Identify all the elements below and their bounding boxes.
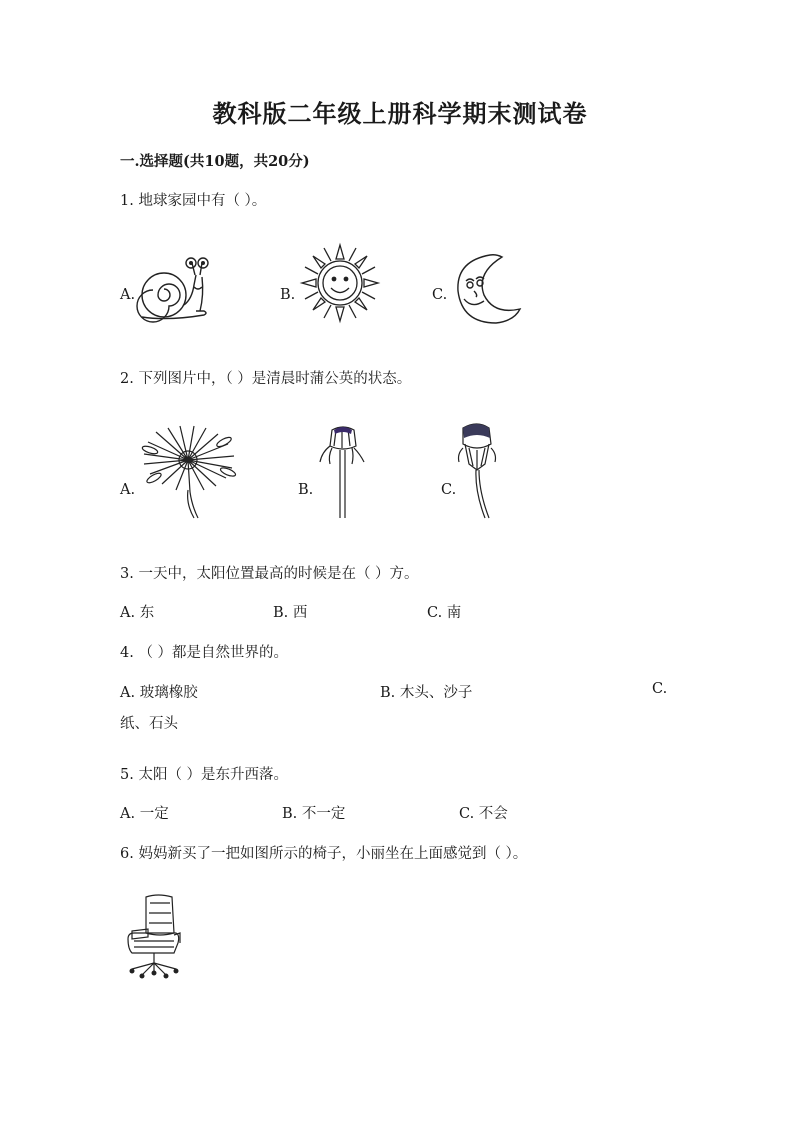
question-2-stem: 2. 下列图片中，（ ）是清晨时蒲公英的状态。 bbox=[120, 371, 412, 387]
question-1-stem: 1. 地球家园中有（ ）。 bbox=[120, 193, 267, 209]
question-2-option-b: B. bbox=[298, 482, 314, 498]
question-1-option-b: B. bbox=[280, 287, 296, 303]
question-5-option-a: A. 一定 bbox=[120, 806, 169, 822]
question-5-option-c: C. 不会 bbox=[459, 806, 508, 822]
question-2-option-c: C. bbox=[441, 482, 457, 498]
question-4-option-c-text: 纸、石头 bbox=[120, 716, 178, 732]
question-5-option-b: B. 不一定 bbox=[282, 806, 346, 822]
moon-icon bbox=[450, 251, 522, 327]
question-1-option-c: C. bbox=[432, 287, 448, 303]
question-5-stem: 5. 太阳（ ）是东升西落。 bbox=[120, 767, 289, 783]
question-3-option-a: A. 东 bbox=[120, 605, 155, 621]
question-4-stem: 4. （ ）都是自然世界的。 bbox=[120, 645, 289, 661]
question-3-stem: 3. 一天中，太阳位置最高的时候是在（ ）方。 bbox=[120, 566, 419, 582]
question-2-option-a: A. bbox=[120, 482, 136, 498]
dandelion-bud-icon bbox=[455, 422, 499, 520]
snail-icon bbox=[138, 255, 212, 323]
office-chair-icon bbox=[124, 893, 184, 979]
question-3-option-b: B. 西 bbox=[273, 605, 308, 621]
question-4-option-a: A. 玻璃橡胶 bbox=[120, 685, 198, 701]
question-6-stem: 6. 妈妈新买了一把如图所示的椅子，小丽坐在上面感觉到（ ）。 bbox=[120, 846, 528, 862]
question-4-option-b: B. 木头、沙子 bbox=[380, 685, 473, 701]
dandelion-closed-icon bbox=[318, 424, 368, 520]
section-heading: 一.选择题(共10题，共20分) bbox=[120, 153, 310, 170]
question-1-option-a: A. bbox=[120, 287, 136, 303]
question-3-option-c: C. 南 bbox=[427, 605, 462, 621]
sun-icon bbox=[300, 243, 380, 323]
dandelion-open-icon bbox=[140, 428, 240, 520]
question-4-option-c: C. bbox=[652, 681, 668, 697]
page-title: 教科版二年级上册科学期末测试卷 bbox=[212, 99, 588, 128]
